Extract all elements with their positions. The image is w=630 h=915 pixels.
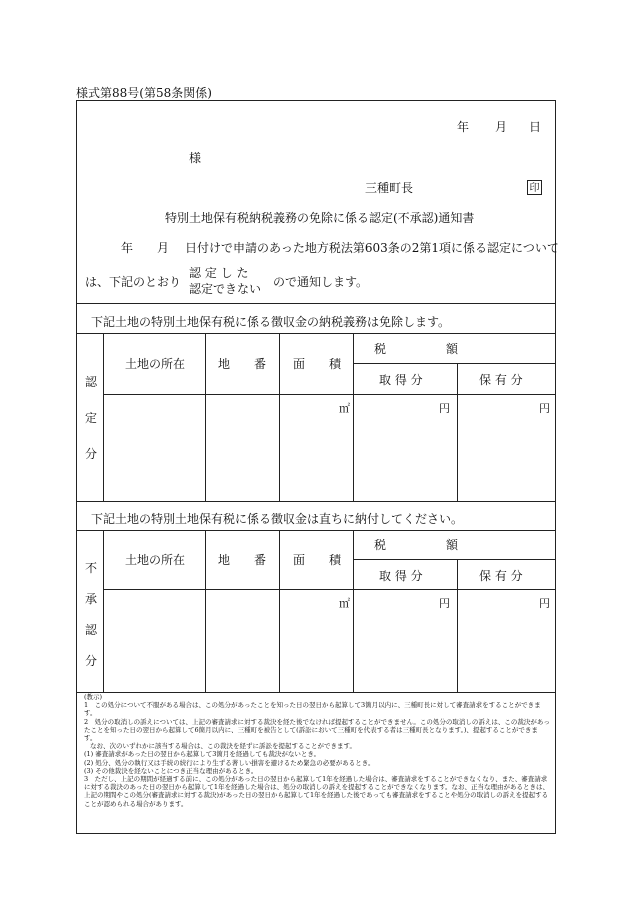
divider — [77, 303, 555, 304]
table-border — [103, 333, 104, 501]
table-border — [457, 559, 458, 692]
body-line2-suffix: ので通知します。 — [273, 275, 369, 289]
rejected-col-tax: 税 額 — [374, 538, 459, 552]
rejected-col-location: 土地の所在 — [125, 553, 186, 567]
seal-mark — [527, 180, 542, 195]
rejected-col-acquire: 取 得 分 — [379, 569, 423, 583]
rejected-unit-hold: 円 — [539, 597, 550, 610]
table-border — [103, 394, 555, 395]
body-month: 月 — [157, 241, 170, 255]
rejected-col-area: 面 積 — [293, 553, 342, 567]
approved-col-acquire: 取 得 分 — [379, 373, 423, 387]
note-item: なお、次のいずれかに該当する場合は、この裁決を経ずに訴訟を提起することができます。 — [90, 742, 356, 751]
divider — [77, 333, 555, 334]
date-day: 日 — [529, 120, 542, 134]
approved-unit-hold: 円 — [539, 402, 550, 415]
rejected-side-label-1: 不 — [85, 561, 98, 575]
approved-side-label-1: 認 — [85, 375, 98, 389]
instruction-notes — [84, 693, 550, 808]
table-border — [353, 559, 555, 560]
addressee-suffix: 様 — [189, 151, 202, 165]
table-border — [103, 530, 104, 692]
approved-col-hold: 保 有 分 — [479, 373, 523, 387]
approved-unit-area: ㎡ — [339, 402, 350, 415]
note-item: 2 処分の取消しの訴えについては、上記の審査請求に対する裁決を経た後でなければ提起することができません。この処分の取消しの訴えは、この裁決があったことを知った日の翌日から起算して6箇月以内に、三種町を被告として(訴訟において三種町を代表する者は三種町長となります。)、提起することができます。 — [84, 717, 550, 743]
date-year: 年 — [457, 120, 470, 134]
table-border — [279, 333, 280, 501]
table-border — [279, 530, 280, 692]
rejected-col-hold: 保 有 分 — [479, 569, 523, 583]
issuer-name: 三種町長 — [365, 181, 414, 195]
approved-col-lot: 地 番 — [218, 357, 267, 371]
table-border — [353, 363, 555, 364]
notice-form — [76, 100, 559, 834]
divider — [77, 530, 555, 531]
note-item: 1 この処分について不服がある場合は、この処分があったことを知った日の翌日から起算して3箇月以内に、三種町長に対して審査請求をすることができます。 — [84, 701, 541, 718]
approved-unit-acquire: 円 — [439, 402, 450, 415]
divider — [77, 501, 555, 502]
rejected-unit-area: ㎡ — [339, 597, 350, 610]
form-number-label: 様式第88号(第58条関係) — [76, 86, 212, 100]
notes-heading: (教示) — [84, 693, 103, 701]
body-year: 年 — [121, 241, 134, 255]
body-line2-prefix: は、下記のとおり — [85, 275, 182, 289]
table-border — [353, 333, 354, 501]
rejected-side-label-4: 分 — [85, 654, 98, 668]
choice-rejected: 認定できない — [189, 282, 262, 296]
body-line1: 日付けで申請のあった地方税法第603条の2第1項に係る認定について — [185, 241, 559, 255]
approved-col-tax: 税 額 — [374, 342, 459, 356]
rejected-notice: 下記土地の特別土地保有税に係る徴収金は直ちに納付してください。 — [91, 512, 464, 526]
rejected-unit-acquire: 円 — [439, 597, 450, 610]
approved-side-label-3: 分 — [85, 447, 98, 461]
approved-notice: 下記土地の特別土地保有税に係る徴収金の納税義務は免除します。 — [91, 315, 451, 329]
note-item: (1) 審査請求があった日の翌日から起算して3箇月を経過しても裁決がないとき。 — [84, 750, 321, 759]
table-border — [103, 589, 555, 590]
note-item: (2) 処分、処分の執行又は手続の続行により生ずる著しい損害を避けるため緊急の必要があるとき。 — [84, 758, 375, 767]
approved-col-area: 面 積 — [293, 357, 342, 371]
approved-col-location: 土地の所在 — [125, 357, 186, 371]
seal-text: 印 — [529, 183, 540, 194]
rejected-side-label-3: 認 — [85, 623, 98, 637]
notice-title: 特別土地保有税納税義務の免除に係る認定(不承認)通知書 — [165, 211, 475, 225]
note-item: (3) その他裁決を経ないことにつき正当な理由があるとき。 — [84, 766, 258, 775]
rejected-col-lot: 地 番 — [218, 553, 267, 567]
table-border — [457, 363, 458, 501]
table-border — [205, 333, 206, 501]
note-item: 3 ただし、上記の期間が経過する前に、この処分があった日の翌日から起算して1年を経過した場合は、審査請求をすることができなくなり、また、審査請求に対する裁決のあった日の翌日から起算して1年を経過した場合は、処分の取消しの訴えを提起することができなくなります。なお、正当な理由があるときは、上記の期間やこの処分(審査請求に対する裁決)があった日の翌日から起算して1年を経過した後であっても審査請求をすることや処分の取消しの訴えを提起することが認められる場合があります。 — [84, 775, 550, 808]
table-border — [353, 530, 354, 692]
choice-approved: 認 定 し た — [189, 266, 249, 280]
approved-side-label-2: 定 — [85, 411, 98, 425]
date-month: 月 — [495, 120, 508, 134]
rejected-side-label-2: 承 — [85, 592, 98, 606]
table-border — [205, 530, 206, 692]
